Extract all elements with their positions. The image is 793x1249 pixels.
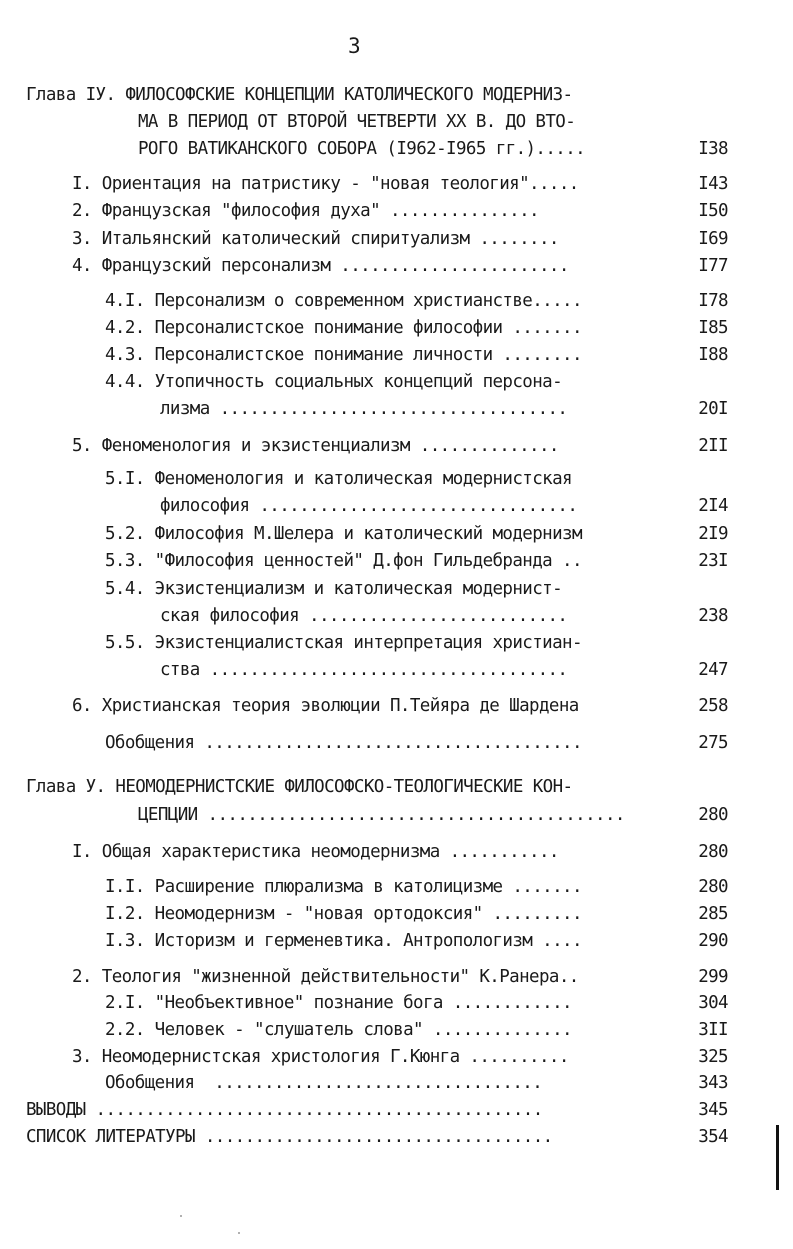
toc-entry-ch5-2-1-page: 304 — [698, 993, 728, 1013]
toc-summary-chapter-5-page: 343 — [698, 1073, 728, 1093]
toc-entry-5-4-page: 238 — [698, 606, 728, 626]
toc-bibliography: СПИСОК ЛИТЕРАТУРЫ ................................... — [26, 1127, 553, 1147]
toc-entry-ch5-1-2: I.2. Неомодернизм - "новая ортодоксия" ......... — [105, 904, 582, 924]
toc-entry-4-4-line-1: 4.4. Утопичность социальных концепций персона- — [105, 372, 563, 392]
toc-entry-4-4-page: 20I — [698, 399, 728, 419]
toc-entry-ch5-2-2-page: 3II — [698, 1020, 728, 1040]
toc-entry-4-3: 4.3. Персоналистское понимание личности ........ — [105, 345, 582, 365]
toc-entry-5-5-page: 247 — [698, 660, 728, 680]
toc-entry-5-4-line-1: 5.4. Экзистенциализм и католическая модернист- — [105, 579, 563, 599]
toc-entry-4-2: 4.2. Персоналистское понимание философии ....... — [105, 318, 582, 338]
toc-entry-6-page: 258 — [698, 696, 728, 716]
toc-entry-ch5-1-page: 280 — [698, 842, 728, 862]
chapter-5-page: 280 — [698, 805, 728, 825]
chapter-4-title-line-1: Глава IУ. ФИЛОСОФСКИЕ КОНЦЕПЦИИ КАТОЛИЧЕСКОГО МОДЕРНИЗ- — [26, 85, 573, 105]
toc-entry-ch5-2: 2. Теология "жизненной действительности" К.Ранера.. — [72, 967, 579, 987]
toc-entry-5-3: 5.3. "Философия ценностей" Д.фон Гильдебранда .. — [105, 551, 582, 571]
chapter-4-title-line-3: РОГО ВАТИКАНСКОГО СОБОРА (I962-I965 гг.)..... — [138, 139, 586, 159]
toc-entry-ch5-3-page: 325 — [698, 1047, 728, 1067]
toc-entry-4-page: I77 — [698, 256, 728, 276]
toc-entry-ch5-1-2-page: 285 — [698, 904, 728, 924]
toc-entry-ch5-1-1-page: 280 — [698, 877, 728, 897]
toc-entry-5-page: 2II — [698, 436, 728, 456]
toc-entry-2: 2. Французская "философия духа" ............... — [72, 201, 539, 221]
toc-entry-6: 6. Христианская теория эволюции П.Тейяра де Шардена — [72, 696, 579, 716]
toc-entry-2-page: I50 — [698, 201, 728, 221]
toc-entry-5-5-line-2: ства .................................... — [160, 660, 568, 680]
toc-entry-ch5-2-1: 2.I. "Необъективное" познание бога ............ — [105, 993, 572, 1013]
scan-speck — [238, 1232, 240, 1234]
scan-margin-line — [776, 1125, 779, 1190]
toc-entry-ch5-2-2: 2.2. Человек - "слушатель слова" .............. — [105, 1020, 572, 1040]
chapter-4-page: I38 — [698, 139, 728, 159]
toc-entry-4-1-page: I78 — [698, 291, 728, 311]
toc-conclusions-page: 345 — [698, 1100, 728, 1120]
toc-entry-5-2-page: 2I9 — [698, 524, 728, 544]
toc-bibliography-page: 354 — [698, 1127, 728, 1147]
toc-entry-4-4-line-2: лизма ................................... — [160, 399, 568, 419]
toc-entry-4-1: 4.I. Персонализм о современном христианстве..... — [105, 291, 582, 311]
toc-entry-ch5-1-3: I.3. Историзм и герменевтика. Антропологизм .... — [105, 931, 582, 951]
toc-entry-ch5-1-1: I.I. Расширение плюрализма в католицизме ....... — [105, 877, 582, 897]
toc-entry-5-4-line-2: ская философия .......................... — [160, 606, 568, 626]
toc-conclusions: ВЫВОДЫ ............................................. — [26, 1100, 543, 1120]
page-number: 3 — [348, 34, 361, 58]
toc-summary-chapter-5: Обобщения ................................. — [105, 1073, 543, 1093]
toc-entry-5-1-line-2: философия ................................ — [160, 496, 578, 516]
toc-entry-5-1-page: 2I4 — [698, 496, 728, 516]
toc-entry-5: 5. Феноменология и экзистенциализм .............. — [72, 436, 559, 456]
toc-entry-5-3-page: 23I — [698, 551, 728, 571]
toc-summary-chapter-4-page: 275 — [698, 733, 728, 753]
chapter-4-title-line-2: МА В ПЕРИОД ОТ ВТОРОЙ ЧЕТВЕРТИ XX В. ДО ВТО- — [138, 112, 576, 132]
toc-entry-ch5-1-3-page: 290 — [698, 931, 728, 951]
toc-entry-5-2: 5.2. Философия М.Шелера и католический модернизм — [105, 524, 582, 544]
toc-entry-4: 4. Французский персонализм ....................... — [72, 256, 569, 276]
toc-entry-1-page: I43 — [698, 174, 728, 194]
scan-speck — [180, 1215, 182, 1217]
toc-summary-chapter-4: Обобщения ...................................... — [105, 733, 582, 753]
toc-entry-ch5-2-page: 299 — [698, 967, 728, 987]
toc-entry-ch5-3: 3. Неомодернистская христология Г.Кюнга .......... — [72, 1047, 569, 1067]
toc-entry-3: 3. Итальянский католический спиритуализм ........ — [72, 229, 559, 249]
toc-entry-4-3-page: I88 — [698, 345, 728, 365]
toc-entry-ch5-1: I. Общая характеристика неомодернизма ........... — [72, 842, 559, 862]
toc-entry-3-page: I69 — [698, 229, 728, 249]
toc-entry-4-2-page: I85 — [698, 318, 728, 338]
toc-entry-1: I. Ориентация на патристику - "новая теология"..... — [72, 174, 579, 194]
chapter-5-title-line-2: ЦЕПЦИИ .......................................... — [138, 805, 625, 825]
toc-entry-5-1-line-1: 5.I. Феноменология и католическая модернистская — [105, 469, 572, 489]
toc-entry-5-5-line-1: 5.5. Экзистенциалистская интерпретация христиан- — [105, 633, 582, 653]
chapter-5-title-line-1: Глава У. НЕОМОДЕРНИСТСКИЕ ФИЛОСОФСКО-ТЕОЛОГИЧЕСКИЕ КОН- — [26, 777, 573, 797]
